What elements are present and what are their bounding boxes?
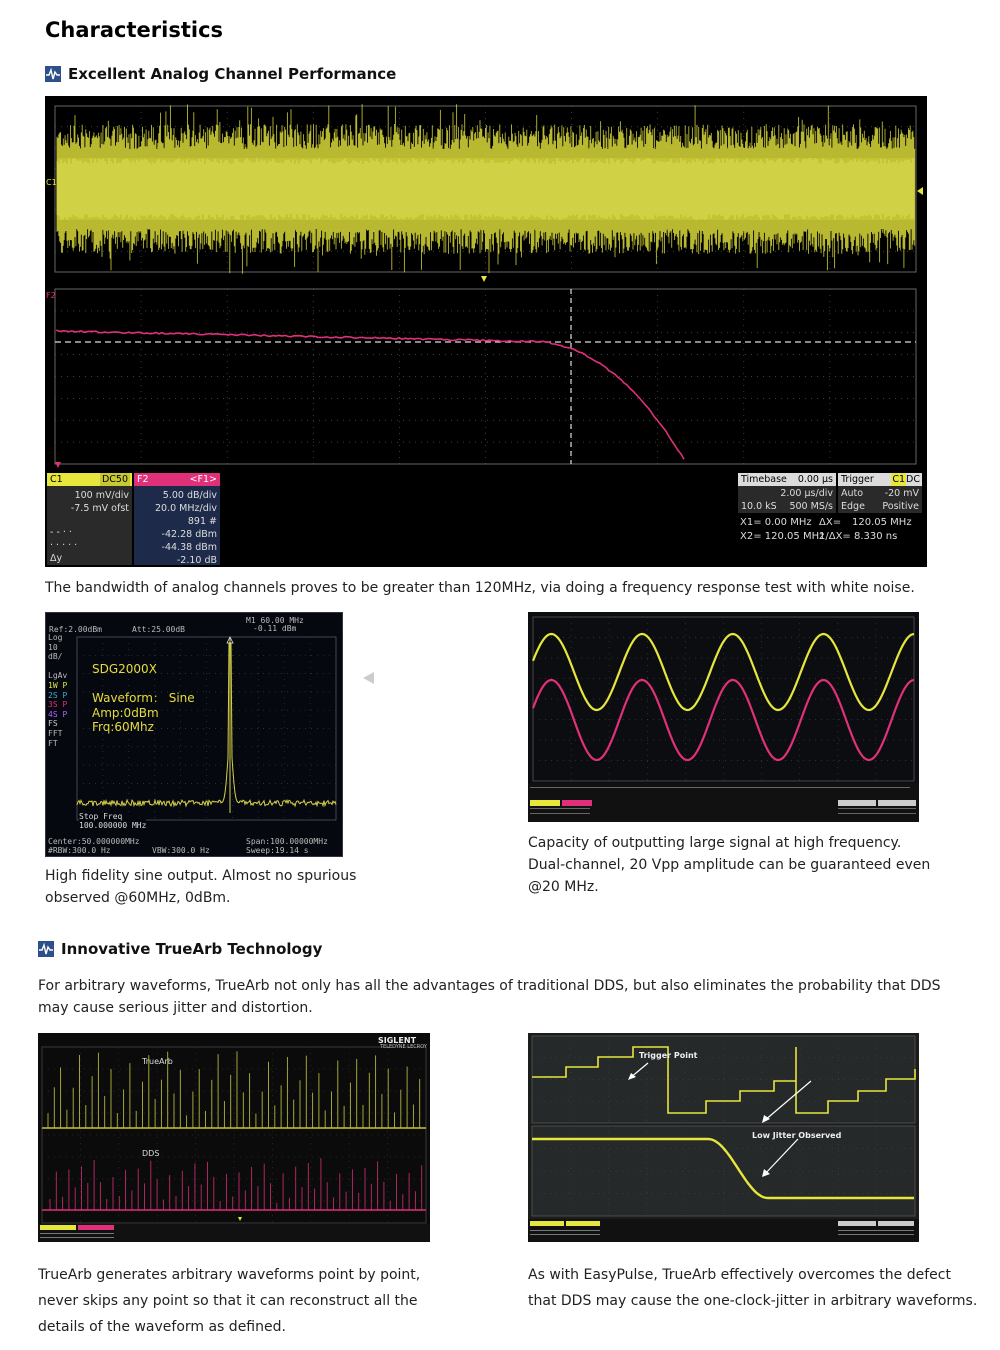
f2-cursor-y1: -42.28 dBm: [161, 529, 217, 540]
cursor-dx-label: ΔX=: [819, 517, 842, 528]
span: Span:100.00000MHz: [246, 837, 328, 846]
timebase-position: 0.00 μs: [797, 474, 833, 485]
caption-truearb-intro: For arbitrary waveforms, TrueArb not only has all the advantages of traditional DDS, but also eliminates the probability that DDS may cause serious jitter and distortion.: [38, 978, 941, 1016]
c1-offset: -7.5 mV ofst: [70, 503, 129, 514]
section-heading-text: Excellent Analog Channel Performance: [68, 65, 397, 83]
c1-label: C1: [50, 474, 63, 485]
trigger-channel: C1: [892, 474, 905, 485]
overlay-lines: Waveform： Sine Amp:0dBm Frq:60Mhz: [92, 691, 195, 734]
spectrum-analyzer-screenshot: [45, 612, 343, 857]
brand-subtitle: TELEDYNE LECROY: [380, 1044, 427, 1050]
siglent-logo: SIGLENT: [378, 1036, 417, 1045]
cursor-dx-readout: 120.05 MHz: [852, 517, 912, 528]
timebase-box[interactable]: [738, 473, 836, 513]
f2-marker: F2: [46, 291, 56, 300]
vbw: VBW:300.0 Hz: [152, 846, 210, 855]
marker-value: -0.11 dBm: [253, 624, 297, 633]
low-jitter-label: Low Jitter Observed: [752, 1131, 842, 1140]
caption-sine: High fidelity sine output. Almost no spurious observed @60MHz, 0dBm.: [45, 868, 357, 906]
f2-count: 891 #: [187, 516, 217, 527]
spectrum-side-labels: Log 10 dB/ LgAv 1W P 2S P 3S P 4S P FS FFT FT: [48, 633, 68, 748]
trigger-slope: Positive: [882, 501, 919, 512]
caption-large-signal: Capacity of outputting large signal at high frequency. Dual-channel, 20 Vpp amplitude can be guaranteed even @20 MHz.: [528, 835, 931, 895]
c1-dy-label: Δy: [50, 553, 63, 564]
truearb-dds-screenshot: [38, 1033, 430, 1242]
f2-cursor-y2: -44.38 dBm: [161, 542, 217, 553]
c1-coupling: DC50: [101, 474, 128, 485]
section-heading-analog: [45, 65, 396, 83]
caption-bandwidth: The bandwidth of analog channels proves to be greater than 120MHz, via doing a frequency response test with white noise.: [45, 580, 915, 596]
f2-scale: 5.00 dB/div: [162, 490, 217, 501]
f2-freq-scale: 20.0 MHz/div: [155, 503, 217, 514]
trigger-box[interactable]: [838, 473, 922, 513]
frequency-response-trace: [57, 331, 684, 460]
dual-sine-screenshot: [528, 612, 919, 822]
cursor-inv-dx-readout: 1/ΔX= 8.330 ns: [819, 531, 898, 542]
sample-count: 10.0 kS: [741, 501, 777, 512]
center-freq: Center:50.000000MHz: [48, 837, 140, 846]
ch1-marker: C1: [46, 178, 57, 187]
sample-rate: 500 MS/s: [789, 501, 833, 512]
arrow-left-icon: [362, 670, 376, 689]
page-title: Characteristics: [45, 18, 224, 42]
oscilloscope-bandwidth-screenshot: [45, 96, 927, 567]
waveform-icon: [38, 941, 54, 957]
waveform-icon: [45, 66, 61, 82]
dual-sine-display: [528, 612, 919, 822]
section-heading-text: Innovative TrueArb Technology: [61, 940, 323, 958]
overlay-title: SDG2000X: [92, 662, 157, 676]
timebase-div: 2.00 μs/div: [780, 488, 833, 499]
truearb-label: TrueArb: [142, 1057, 173, 1066]
trigger-mode: Auto: [841, 488, 864, 499]
section-heading-truearb: [38, 940, 322, 958]
f2-label: F2: [137, 474, 149, 485]
caption-truearb-left: TrueArb generates arbitrary waveforms point by point, never skips any point so that it can reconstruct all the details of the waveform as defined.: [38, 1267, 421, 1335]
sweep: Sweep:19.14 s: [246, 846, 309, 855]
jitter-screenshot: [528, 1033, 919, 1242]
rbw: #RBW:300.0 Hz: [48, 846, 111, 855]
cursor-x1-readout: X1= 0.00 MHz: [740, 517, 812, 528]
trigger-type: Edge: [841, 501, 865, 512]
timebase-label: Timebase: [741, 474, 787, 485]
f2-source: <F1>: [189, 474, 217, 485]
f2-info-box[interactable]: [134, 473, 220, 565]
jitter-display: [528, 1033, 919, 1242]
stop-freq-box: Stop Freq 100.000000 MHz: [79, 812, 147, 830]
attenuation: Att:25.00dB: [132, 625, 185, 634]
trigger-coupling: DC: [906, 474, 920, 485]
ref-level: Ref:2.00dBm: [49, 625, 102, 634]
trigger-label: Trigger: [841, 474, 874, 485]
marker-freq: M1 60.00 MHz: [246, 616, 304, 625]
trigger-level-marker: [917, 187, 923, 195]
truearb-dds-display: [38, 1033, 430, 1242]
trigger-level: -20 mV: [884, 488, 919, 499]
trigger-point-label: Trigger Point: [639, 1051, 698, 1060]
trigger-position-marker: [481, 276, 487, 282]
cursor-x2-readout: X2= 120.05 MHz: [740, 531, 825, 542]
dds-label: DDS: [142, 1149, 160, 1158]
c1-info-box[interactable]: C1 DC50 100 mV/div -7.5 mV ofst - - · · · · · · · Δy: [47, 473, 132, 565]
caption-truearb-right: As with EasyPulse, TrueArb effectively overcomes the defect that DDS may cause the one-clock-jitter in arbitrary waveforms.: [528, 1267, 978, 1309]
c1-scale: 100 mV/div: [74, 490, 129, 501]
f2-cursor-dy: -2.10 dB: [176, 555, 217, 566]
